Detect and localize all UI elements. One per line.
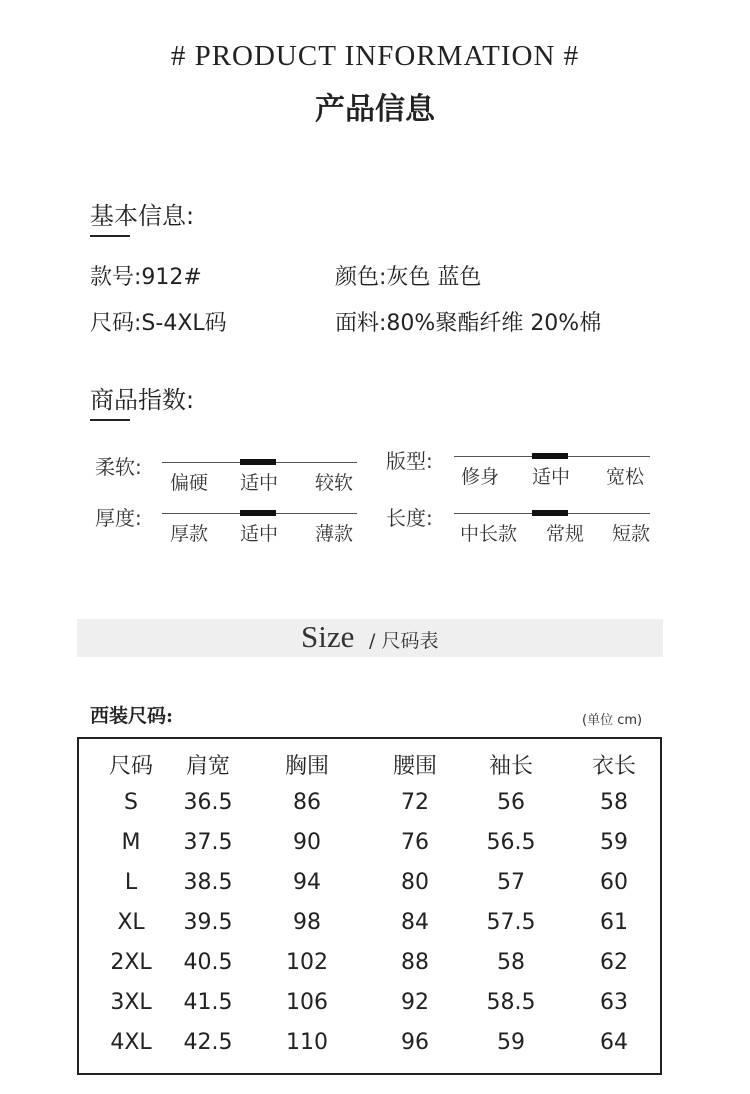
table-cell: 59 [497, 1030, 525, 1055]
table-cell: 38.5 [183, 870, 233, 895]
table-cell: 58 [497, 950, 525, 975]
table-cell: 56.5 [486, 830, 536, 855]
rating-label: 柔软: [95, 455, 142, 479]
rating-option: 厚款 [170, 523, 209, 545]
info-style-no [90, 260, 202, 291]
table-header-cell: 胸围 [284, 754, 329, 779]
table-header-cell: 腰围 [392, 754, 437, 779]
table-cell: 96 [401, 1030, 429, 1055]
size-table-unit: (单位 cm) [582, 713, 643, 728]
basic-info-title [90, 196, 194, 231]
table-cell: 88 [401, 950, 429, 975]
table-cell: XL [117, 910, 145, 935]
rating-option: 较软 [315, 472, 354, 494]
rating-fit [386, 445, 676, 495]
header-title-en: # PRODUCT INFORMATION # [170, 40, 580, 72]
rating-length [386, 502, 676, 552]
table-cell: 98 [293, 910, 321, 935]
rating-selected-marker [240, 510, 276, 516]
info-value: 灰色 蓝色 [386, 265, 482, 290]
size-banner-subtitle: / 尺码表 [369, 630, 439, 652]
info-value: 912# [141, 265, 202, 290]
rating-option: 中长款 [460, 523, 518, 545]
info-label: 尺码: [90, 311, 142, 336]
rating-option: 适中 [240, 472, 279, 494]
table-cell: 40.5 [183, 950, 233, 975]
table-cell: 4XL [110, 1030, 152, 1055]
table-cell: 37.5 [183, 830, 233, 855]
size-banner [77, 619, 663, 657]
rating-label: 长度: [386, 506, 433, 530]
header-title-cn-text: 产品信息 [315, 92, 435, 127]
table-cell: 72 [401, 790, 429, 815]
table-cell: 59 [600, 830, 628, 855]
info-value: 80%聚酯纤维 20%棉 [386, 311, 602, 336]
rating-selected-marker [532, 510, 568, 516]
info-fabric [335, 306, 601, 337]
rating-option: 适中 [240, 523, 279, 545]
rating-option: 常规 [546, 523, 585, 545]
table-cell: S [124, 790, 138, 815]
basic-info-underline [90, 235, 130, 237]
table-cell: 57 [497, 870, 525, 895]
basic-info-title-text: 基本信息: [90, 202, 195, 230]
rating-option: 宽松 [606, 466, 645, 488]
size-table [77, 737, 662, 1075]
table-cell: 41.5 [183, 990, 233, 1015]
table-cell: 3XL [110, 990, 152, 1015]
info-label: 颜色: [335, 265, 387, 290]
rating-selected-marker [240, 459, 276, 465]
rating-option: 薄款 [315, 523, 354, 545]
table-cell: 56 [497, 790, 525, 815]
table-cell: 61 [600, 910, 628, 935]
product-index-title [90, 380, 194, 415]
table-cell: 42.5 [183, 1030, 233, 1055]
table-cell: 86 [293, 790, 321, 815]
table-cell: 102 [286, 950, 328, 975]
table-cell: 80 [401, 870, 429, 895]
rating-softness [95, 451, 385, 501]
rating-label: 版型: [386, 449, 433, 473]
rating-option: 短款 [612, 523, 651, 545]
table-header-cell: 袖长 [488, 754, 533, 779]
table-cell: 94 [293, 870, 321, 895]
table-cell: 39.5 [183, 910, 233, 935]
product-index-title-text: 商品指数: [90, 386, 195, 414]
table-header-cell: 肩宽 [185, 754, 230, 779]
table-cell: 36.5 [183, 790, 233, 815]
table-cell: 63 [600, 990, 628, 1015]
product-index-underline [90, 419, 130, 421]
table-cell: 60 [600, 870, 628, 895]
info-color [335, 260, 481, 291]
info-value: S-4XL码 [141, 311, 227, 336]
rating-thickness [95, 502, 385, 552]
info-size [90, 306, 227, 337]
size-banner-title: Size [301, 619, 355, 654]
table-header-cell: 尺码 [108, 754, 153, 779]
table-header-cell: 衣长 [591, 754, 636, 779]
table-cell: 62 [600, 950, 628, 975]
table-cell: 84 [401, 910, 429, 935]
size-table-title: 西装尺码: [90, 705, 174, 727]
table-cell: 2XL [110, 950, 152, 975]
table-cell: 64 [600, 1030, 628, 1055]
rating-option: 适中 [532, 466, 571, 488]
table-cell: 58.5 [486, 990, 536, 1015]
table-cell: 76 [401, 830, 429, 855]
table-cell: M [121, 830, 141, 855]
table-cell: 58 [600, 790, 628, 815]
info-label: 款号: [90, 265, 142, 290]
table-cell: 92 [401, 990, 429, 1015]
rating-option: 偏硬 [170, 472, 209, 494]
table-cell: 57.5 [486, 910, 536, 935]
header-title-cn [313, 84, 437, 128]
table-cell: 106 [286, 990, 328, 1015]
rating-label: 厚度: [95, 506, 142, 530]
info-label: 面料: [335, 311, 387, 336]
rating-option: 修身 [461, 466, 500, 488]
table-cell: 110 [286, 1030, 328, 1055]
table-cell: L [124, 870, 138, 895]
table-cell: 90 [293, 830, 321, 855]
rating-selected-marker [532, 453, 568, 459]
